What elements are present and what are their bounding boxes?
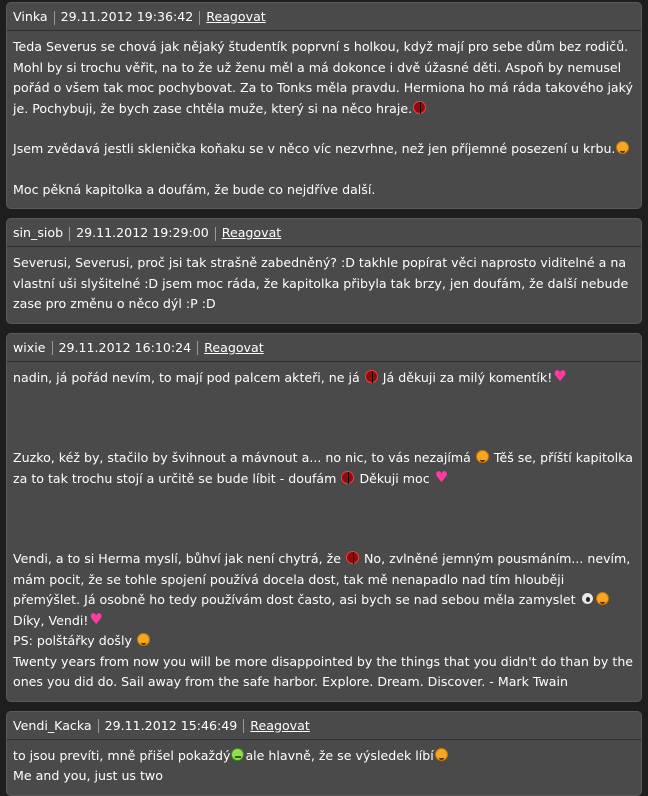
comment-text: to jsou prevíti, mně přišel pokaždý bbox=[13, 747, 231, 763]
comment-text: Děkuji moc bbox=[359, 470, 430, 486]
comment-author: wixie bbox=[13, 339, 46, 355]
shocked-emoticon-icon bbox=[581, 592, 594, 605]
smile-emoticon-icon bbox=[435, 748, 448, 761]
comment-date: 29.11.2012 15:46:49 bbox=[104, 717, 238, 733]
comment-text: No, zvlněné jemným pousmáním... nevím, mám pocit, že se tohle spojení používá docela dost, tak mě nenapadlo nad tím hlouběji přemýšlet. Já osobně ho tedy používám dost často, asi bych se nad sebou měla zamyslet bbox=[13, 551, 631, 607]
comment-body bbox=[7, 362, 641, 701]
smile-emoticon-icon bbox=[616, 141, 629, 154]
comment-header bbox=[7, 712, 641, 740]
comment bbox=[6, 218, 642, 324]
comment bbox=[6, 333, 642, 702]
comment-text: Severusi, Severusi, proč jsi tak strašně zabedněný? :D takhle popírat věci naprosto viditelné a na vlastní uši slyšitelné :D jsem moc ráda, že kapitolka přibyla tak brzy, jen doufám, že další nebude zase pro změnu o něco dýl :P :D bbox=[13, 255, 629, 311]
smile-emoticon-icon bbox=[137, 633, 150, 646]
comment-text: ale hlavně, že se výsledek líbí bbox=[245, 747, 434, 763]
comment-date: 29.11.2012 19:36:42 bbox=[60, 9, 194, 24]
divider bbox=[54, 11, 55, 25]
comment-text: Já děkuji za milý komentík! bbox=[382, 369, 553, 385]
comment-text: Díky, Vendi! bbox=[13, 612, 89, 628]
heart-emoticon-icon bbox=[89, 613, 104, 626]
ladybug-emoticon-icon bbox=[365, 370, 378, 383]
comment-body bbox=[7, 31, 641, 208]
comment-date: 29.11.2012 19:29:00 bbox=[76, 225, 209, 240]
divider bbox=[69, 227, 70, 241]
comment-text: Těš se, příští kapitolka za to tak trochu stojí a určitě se bude líbit - doufám bbox=[13, 450, 633, 486]
comment-header bbox=[7, 334, 641, 362]
comment bbox=[6, 711, 642, 796]
divider bbox=[199, 11, 200, 25]
comment-text: Teda Severus se chová jak nějaký študentík poprvní s holkou, když mají pro sebe dům bez rodičů. Mohl by si trochu věřit, na to že už ženu měl a má dokonce i dvě úžasné děti. Aspoň by nemusel pořád o všem tak moc pochybovat. Za to Tonks měla pravdu. Hermiona ho má ráda takového jaký je. Pochybuji, že bych zase chtěla muže, který si na něco hraje. bbox=[13, 39, 633, 116]
smile-emoticon-icon bbox=[596, 592, 609, 605]
ladybug-emoticon-icon bbox=[413, 101, 426, 114]
reply-link[interactable]: Reagovat bbox=[206, 9, 266, 24]
comment-body bbox=[7, 740, 641, 795]
divider bbox=[243, 719, 244, 733]
comment-text: Zuzko, kéž by, stačilo by švihnout a mávnout a... no nic, to vás nezajímá bbox=[13, 450, 471, 465]
comment-text: Moc pěkná kapitolka a doufám, že bude co nejdříve další. bbox=[13, 181, 376, 197]
comment-body bbox=[7, 247, 641, 323]
comment-signature: Me and you, just us two bbox=[13, 768, 163, 783]
divider bbox=[197, 341, 198, 355]
reply-link[interactable]: Reagovat bbox=[204, 339, 264, 355]
smile-emoticon-icon bbox=[476, 450, 489, 463]
divider bbox=[215, 227, 216, 241]
comment-text: Vendi, a to si Herma myslí, bůhví jak není chytrá, že bbox=[13, 551, 341, 566]
comment-date: 29.11.2012 16:10:24 bbox=[58, 339, 192, 355]
comment-author: Vendi_Kacka bbox=[13, 717, 92, 733]
comment-text: nadin, já pořád nevím, to mají pod palcem akteři, ne já bbox=[13, 369, 360, 385]
reply-link[interactable]: Reagovat bbox=[250, 717, 310, 733]
ladybug-emoticon-icon bbox=[341, 471, 354, 484]
heart-emoticon-icon bbox=[553, 370, 568, 383]
comment-header bbox=[7, 219, 641, 247]
comment bbox=[6, 2, 642, 209]
comment-author: sin_siob bbox=[13, 225, 64, 240]
divider bbox=[52, 341, 53, 355]
comment-text: Jsem zvědavá jestli sklenička koňaku se v něco víc nezvrhne, než jen příjemné posezení u krbu. bbox=[13, 141, 616, 156]
heart-emoticon-icon bbox=[435, 471, 450, 484]
reply-link[interactable]: Reagovat bbox=[221, 225, 282, 240]
divider bbox=[98, 719, 99, 733]
ladybug-emoticon-icon bbox=[346, 551, 359, 564]
comment-text: PS: polštářky došly bbox=[13, 633, 132, 648]
sick-emoticon-icon bbox=[231, 748, 244, 761]
comment-header bbox=[7, 3, 641, 31]
comment-author: Vinka bbox=[13, 9, 48, 24]
comment-signature: Twenty years from now you will be more disappointed by the things that you didn't do than by the ones you did do. Sail away from the safe harbor. Explore. Dream. Discover. - Mark Twain bbox=[13, 653, 634, 689]
